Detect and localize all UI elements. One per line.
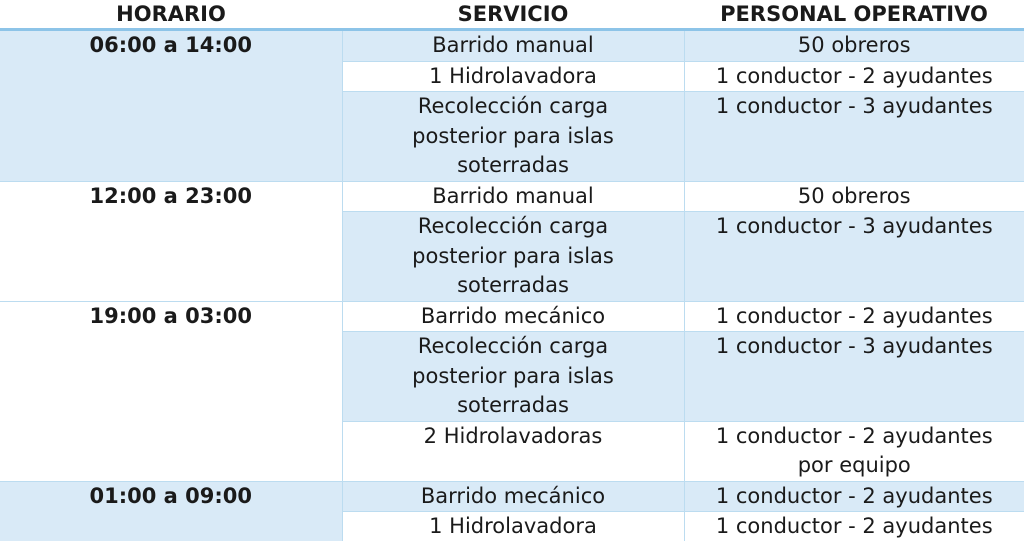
personal-text-line: por equipo <box>797 453 911 477</box>
horario-cell: 01:00 a 09:00 <box>0 481 342 541</box>
personal-cell <box>684 512 1024 541</box>
horario-cell: 19:00 a 03:00 <box>0 301 342 481</box>
servicio-text-line: Barrido mecánico <box>420 483 606 508</box>
servicio-cell <box>342 30 684 62</box>
servicio-cell <box>342 92 684 182</box>
personal-cell <box>684 30 1024 62</box>
header-servicio: SERVICIO <box>342 0 684 30</box>
table-row <box>0 30 1024 62</box>
personal-text-line: 50 obreros <box>797 183 911 208</box>
servicio-text-line: Recolección carga <box>417 334 609 358</box>
servicio-text-line: 1 Hidrolavadora <box>429 63 597 88</box>
personal-text-line: 1 conductor - 2 ayudantes <box>715 63 993 88</box>
header-horario: HORARIO <box>0 0 342 30</box>
personal-text-line: 1 conductor - 2 ayudantes <box>715 423 993 448</box>
servicio-text-line: soterradas <box>457 273 569 297</box>
personal-text-line: 1 conductor - 3 ayudantes <box>715 94 993 118</box>
personal-cell <box>684 332 1024 422</box>
personal-cell <box>684 181 1024 212</box>
servicio-text-line: Barrido manual <box>432 183 594 208</box>
personal-cell <box>684 92 1024 182</box>
personal-cell <box>684 481 1024 512</box>
table-body <box>0 30 1024 541</box>
personal-cell <box>684 421 1024 481</box>
servicio-text-line: posterior para islas <box>412 243 614 268</box>
table-row <box>0 301 1024 332</box>
servicio-cell <box>342 512 684 541</box>
personal-cell <box>684 61 1024 92</box>
servicio-text-line: Barrido manual <box>432 33 594 57</box>
servicio-text-line: 1 Hidrolavadora <box>429 514 597 538</box>
personal-text-line: 1 conductor - 2 ayudantes <box>715 514 993 538</box>
personal-text-line: 1 conductor - 2 ayudantes <box>715 303 993 328</box>
servicio-text-line: Barrido mecánico <box>420 303 606 328</box>
servicio-cell <box>342 481 684 512</box>
personal-cell <box>684 301 1024 332</box>
servicio-text-line: Recolección carga <box>417 94 609 118</box>
table-header <box>0 0 1024 30</box>
servicio-text-line: posterior para islas <box>412 123 614 148</box>
horario-cell: 06:00 a 14:00 <box>0 30 342 182</box>
personal-text-line: 50 obreros <box>797 33 911 57</box>
servicio-text-line: soterradas <box>457 393 569 417</box>
header-personal: PERSONAL OPERATIVO <box>684 0 1024 30</box>
servicio-text-line: posterior para islas <box>412 363 614 388</box>
servicio-text-line: Recolección carga <box>417 214 609 238</box>
table-row <box>0 481 1024 512</box>
servicio-cell <box>342 332 684 422</box>
servicio-cell <box>342 212 684 302</box>
table-row <box>0 181 1024 212</box>
servicio-cell <box>342 421 684 481</box>
servicio-text-line: soterradas <box>457 153 569 177</box>
personal-text-line: 1 conductor - 3 ayudantes <box>715 334 993 358</box>
servicio-cell <box>342 181 684 212</box>
servicio-cell <box>342 61 684 92</box>
servicio-text-line: 2 Hidrolavadoras <box>423 423 603 448</box>
personal-cell <box>684 212 1024 302</box>
personal-text-line: 1 conductor - 2 ayudantes <box>715 483 993 508</box>
horario-cell: 12:00 a 23:00 <box>0 181 342 301</box>
personal-text-line: 1 conductor - 3 ayudantes <box>715 214 993 238</box>
servicio-cell <box>342 301 684 332</box>
